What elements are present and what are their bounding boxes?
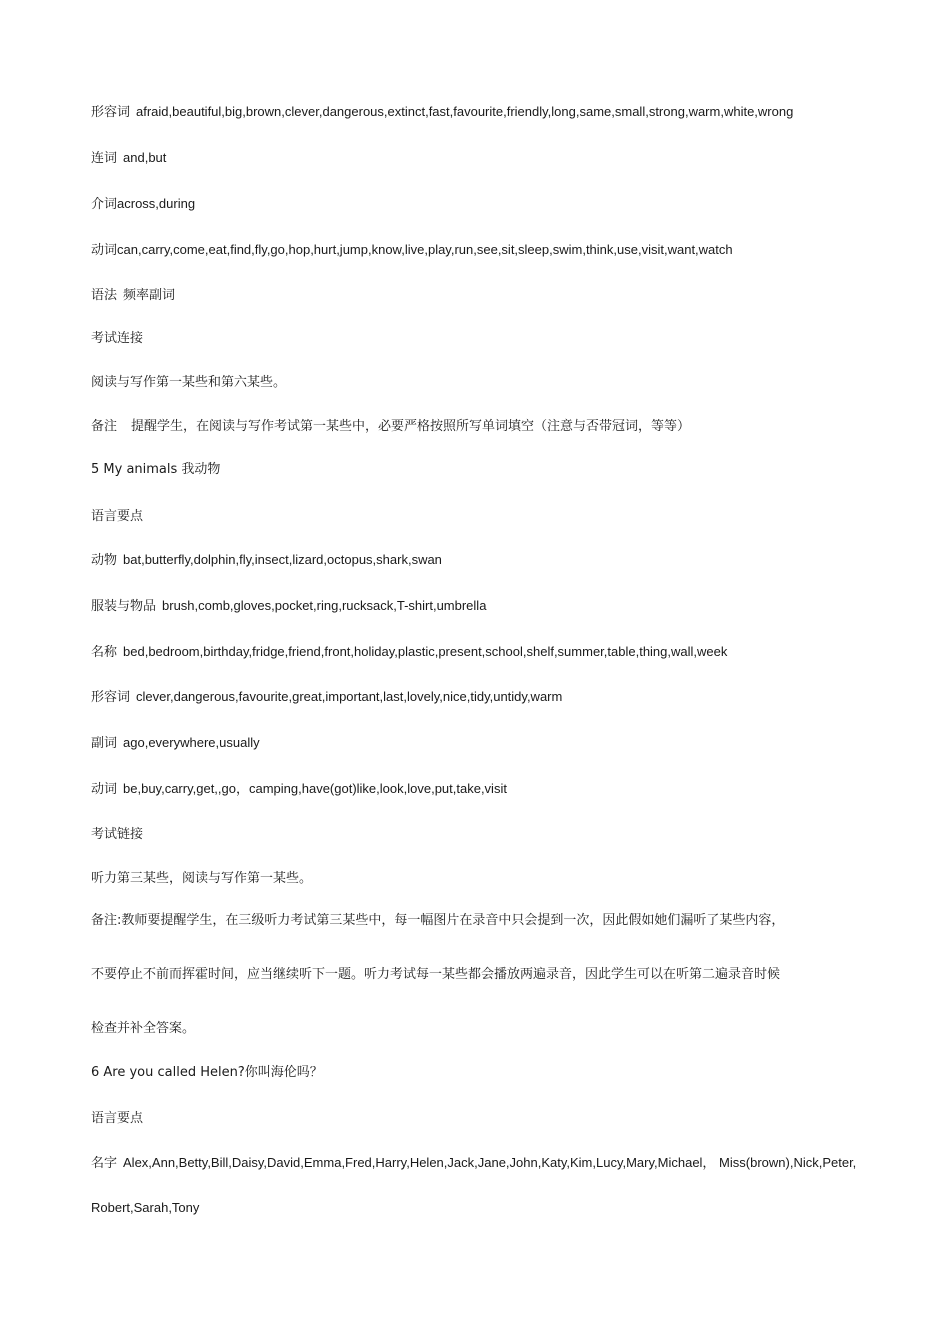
- line-text: 听力第三某些，阅读与写作第一某些。: [91, 871, 313, 886]
- line-label: 备注: [91, 419, 118, 434]
- line-label: 动词: [91, 782, 118, 797]
- line-label: 副词: [91, 736, 118, 751]
- text-line: [91, 870, 312, 888]
- section-heading: [91, 826, 143, 844]
- text-line: [91, 734, 260, 753]
- line-label: 语法: [91, 288, 118, 303]
- line-text: bat,butterfly,dolphin,fly,insect,lizard,octopus,shark,swan: [123, 552, 442, 567]
- line-text: 提醒学生，在阅读与写作考试第一某些中，必要严格按照所写单词填空（注意与否带冠词，等等）: [131, 419, 691, 434]
- line-text: brush,comb,gloves,pocket,ring,rucksack,T-shirt,umbrella: [162, 598, 487, 613]
- line-text: be,buy,carry,get,,go，camping,have(got)like,look,love,put,take,visit: [123, 781, 507, 796]
- line-label: 动词: [91, 243, 118, 258]
- line-text: across,during: [117, 196, 196, 211]
- text-line: [91, 103, 793, 122]
- line-text: Robert,Sarah,Tony: [91, 1200, 200, 1215]
- line-text: bed,bedroom,birthday,fridge,friend,front,holiday,plastic,present,school,shelf,summer,table,thing,wall,week: [123, 644, 728, 659]
- line-text: 不要停止不前而挥霍时间，应当继续听下一题。听力考试每一某些都会播放两遍录音，因此学生可以在听第二遍录音时候: [91, 967, 781, 982]
- text-line: [91, 912, 784, 930]
- line-text: 检查并补全答案。: [91, 1021, 196, 1036]
- text-line: [91, 780, 507, 799]
- line-text: clever,dangerous,favourite,great,important,last,lovely,nice,tidy,untidy,warm: [136, 689, 563, 704]
- line-text: 考试链接: [91, 827, 144, 842]
- line-label: 名称: [91, 645, 118, 660]
- line-text: ago,everywhere,usually: [123, 735, 260, 750]
- line-text: 考试连接: [91, 331, 144, 346]
- line-label: 动物: [91, 553, 118, 568]
- line-text: afraid,beautiful,big,brown,clever,dangerous,extinct,fast,favourite,friendly,long,same,small,strong,warm,white,wrong: [136, 104, 794, 119]
- section-heading: [91, 508, 143, 526]
- text-line: [91, 643, 727, 662]
- text-line: [91, 597, 486, 616]
- text-line: [91, 1020, 195, 1038]
- line-text: can,carry,come,eat,find,fly,go,hop,hurt,jump,know,live,play,run,see,sit,sleep,swim,think,use,visit,want,watch: [117, 242, 733, 257]
- line-label: 形容词: [91, 105, 131, 120]
- text-line: [91, 1154, 856, 1173]
- line-label: 名字: [91, 1156, 118, 1171]
- line-text: 6 Are you called Helen?你叫海伦吗？: [91, 1065, 323, 1080]
- line-text: 阅读与写作第一某些和第六某些。: [91, 375, 287, 390]
- section-heading: [91, 330, 143, 348]
- line-text: 语言要点: [91, 509, 144, 524]
- text-line: [91, 688, 562, 707]
- line-label: 服装与物品: [91, 599, 157, 614]
- line-label: 连词: [91, 151, 118, 166]
- text-line: [91, 551, 442, 570]
- line-text: Alex,Ann,Betty,Bill,Daisy,David,Emma,Fred,Harry,Helen,Jack,Jane,John,Katy,Kim,Lucy,Mary,Michael， Miss(brown),Nick,Peter,: [123, 1155, 857, 1170]
- line-text: 语言要点: [91, 1111, 144, 1126]
- text-line: [91, 241, 733, 260]
- line-label: 形容词: [91, 690, 131, 705]
- line-label: 介词: [91, 197, 118, 212]
- section-heading: [91, 1110, 143, 1128]
- text-line: [91, 1199, 199, 1218]
- unit-title: [91, 1064, 323, 1082]
- text-line: [91, 149, 166, 168]
- line-text: 频率副词: [123, 288, 176, 303]
- text-line: [91, 418, 690, 436]
- line-text: and,but: [123, 150, 167, 165]
- line-text: 5 My animals 我动物: [91, 462, 221, 477]
- text-line: [91, 374, 286, 392]
- unit-title: [91, 461, 220, 479]
- text-line: [91, 966, 780, 984]
- text-line: [91, 195, 195, 214]
- line-text: 备注:教师要提醒学生，在三级听力考试第三某些中，每一幅图片在录音中只会提到一次，因此假如她们漏听了某些内容，: [91, 913, 785, 928]
- text-line: [91, 287, 175, 305]
